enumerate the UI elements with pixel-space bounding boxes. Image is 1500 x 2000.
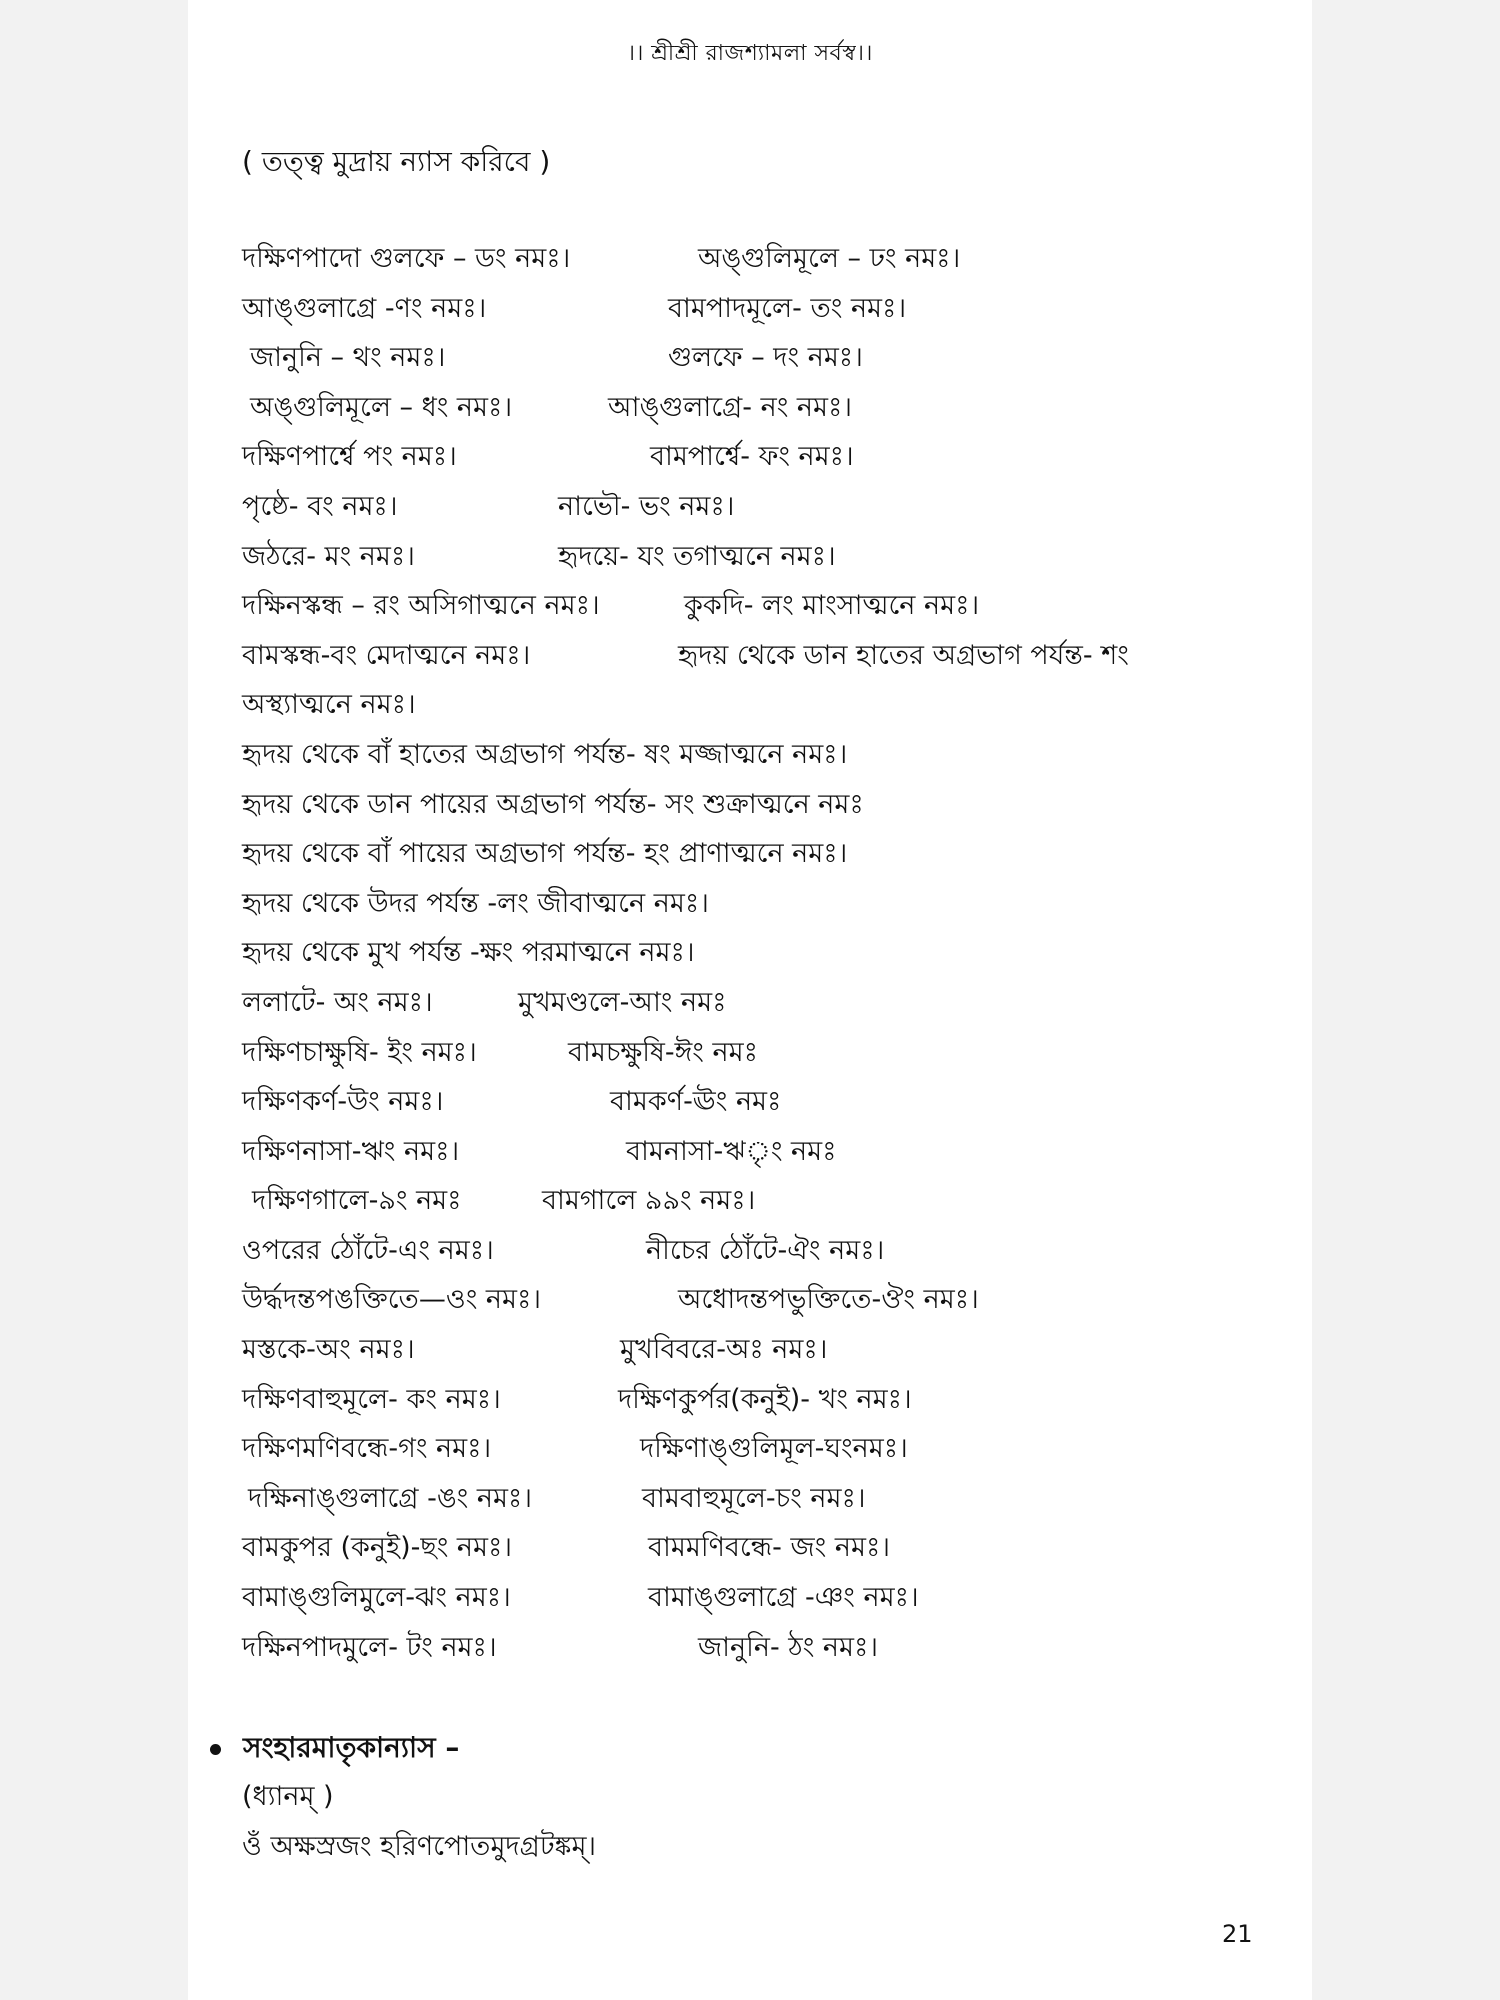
nyasa-line (242, 383, 1282, 433)
nyasa-line (242, 1028, 1282, 1078)
instruction-heading: ( তত্ত্ব মুদ্রায় ন্যাস করিবে ) (242, 145, 551, 178)
nyasa-line (242, 780, 1282, 830)
nyasa-right: হৃদয়ে- যং তগাত্মনে নমঃ। (558, 540, 836, 572)
nyasa-left: অস্থ্যাত্মনে নমঃ। (242, 689, 416, 721)
nyasa-line (242, 1375, 1282, 1425)
nyasa-right: বামবাহুমূলে-চং নমঃ। (642, 1482, 866, 1514)
nyasa-left: দক্ষিণবাহুমূলে- কং নমঃ। (242, 1383, 501, 1415)
nyasa-line (242, 879, 1282, 929)
nyasa-right: দক্ষিণাঙ্গুলিমূল-ঘংনমঃ। (640, 1433, 908, 1465)
nyasa-left: হৃদয় থেকে বাঁ হাতের অগ্রভাগ পর্যন্ত- ষং মজ্জাত্মনে নমঃ। (242, 738, 848, 770)
nyasa-left: দক্ষিণচাক্ষুষি- ইং নমঃ। (242, 1036, 477, 1068)
nyasa-left: জঠরে- মং নমঃ। (242, 540, 415, 572)
nyasa-line (242, 1573, 1282, 1623)
nyasa-left: হৃদয় থেকে মুখ পর্যন্ত -ক্ষং পরমাত্মনে নমঃ। (242, 937, 695, 969)
nyasa-right: বামগালে ৯৯ং নমঃ। (542, 1185, 756, 1217)
nyasa-right: বামাঙ্গুলাগ্রে -ঞং নমঃ। (648, 1582, 919, 1614)
nyasa-left: হৃদয় থেকে উদর পর্যন্ত -লং জীবাত্মনে নমঃ। (242, 887, 709, 919)
running-header: ।। শ্রীশ্রী রাজশ্যামলা সর্বস্ব।। (627, 41, 873, 66)
nyasa-line (242, 581, 1282, 631)
nyasa-left: দক্ষিণমণিবন্ধে-গং নমঃ। (242, 1433, 492, 1465)
nyasa-line (242, 482, 1282, 532)
nyasa-right: মুখবিবরে-অঃ নমঃ। (620, 1334, 828, 1366)
nyasa-line (242, 1523, 1282, 1573)
nyasa-left: বামাঙ্গুলিমুলে-ঝং নমঃ। (242, 1582, 511, 1614)
section-verse: ওঁ অক্ষস্রজং হরিণপোতমুদগ্রটঙ্কম্। (242, 1831, 597, 1862)
nyasa-line (242, 631, 1282, 681)
nyasa-left: বামকুপর (কনুই)-ছং নমঃ। (242, 1532, 513, 1564)
nyasa-left: দক্ষিণপার্শ্বে পং নমঃ। (242, 441, 457, 473)
nyasa-right: বামকর্ণ-ঊং নমঃ (610, 1086, 782, 1118)
nyasa-left: বামস্কন্ধ-বং মেদাত্মনে নমঃ। (242, 639, 531, 671)
nyasa-left: মস্তকে-অং নমঃ। (242, 1334, 415, 1366)
nyasa-left: উর্দ্ধদন্তপঙক্তিতে—ওং নমঃ। (242, 1284, 542, 1316)
nyasa-lines (242, 234, 1282, 1672)
nyasa-line (242, 532, 1282, 582)
nyasa-line (242, 1424, 1282, 1474)
nyasa-right: মুখমণ্ডলে-আং নমঃ (518, 986, 727, 1018)
nyasa-line (242, 978, 1282, 1028)
nyasa-line (242, 1623, 1282, 1673)
nyasa-left: দক্ষিনপাদমুলে- টং নমঃ। (242, 1631, 497, 1663)
document-page (188, 0, 1312, 2000)
nyasa-right: গুলফে – দং নমঃ। (668, 342, 863, 374)
nyasa-left: দক্ষিণগালে-৯ং নমঃ (252, 1185, 462, 1217)
nyasa-right: নাভৌ- ভং নমঃ। (558, 490, 735, 522)
nyasa-right: কুকদি- লং মাংসাত্মনে নমঃ। (684, 590, 980, 622)
nyasa-left: হৃদয় থেকে ডান পায়ের অগ্রভাগ পর্যন্ত- সং শুক্রাত্মনে নমঃ (242, 788, 864, 820)
nyasa-right: নীচের ঠোঁটে-ঐং নমঃ। (646, 1234, 885, 1266)
nyasa-right: বামচক্ষুষি-ঈং নমঃ (568, 1036, 758, 1068)
nyasa-line (242, 1275, 1282, 1325)
nyasa-left: দক্ষিণপাদো গুলফে – ডং নমঃ। (242, 243, 571, 274)
nyasa-right: অধোদন্তপভুক্তিতে-ঔং নমঃ। (678, 1284, 979, 1316)
nyasa-left: দক্ষিণকর্ণ-উং নমঃ। (242, 1086, 444, 1118)
nyasa-line (242, 1127, 1282, 1177)
bullet-icon (210, 1744, 221, 1755)
nyasa-line (242, 1474, 1282, 1524)
nyasa-right: বামমণিবন্ধে- জং নমঃ। (648, 1532, 890, 1564)
nyasa-right: জানুনি- ঠং নমঃ। (698, 1631, 879, 1663)
nyasa-right: আঙ্গুলাগ্রে- নং নমঃ। (608, 391, 853, 423)
nyasa-left: ওপরের ঠোঁটে-এং নমঃ। (242, 1234, 494, 1266)
nyasa-left: ললাটে- অং নমঃ। (242, 986, 433, 1018)
nyasa-line (242, 1176, 1282, 1226)
nyasa-line (242, 234, 1282, 284)
nyasa-line (242, 730, 1282, 780)
nyasa-right: হৃদয় থেকে ডান হাতের অগ্রভাগ পর্যন্ত- শং (678, 639, 1129, 671)
nyasa-right: বামপার্শ্বে- ফং নমঃ। (650, 441, 854, 473)
nyasa-right: বামপাদমূলে- তং নমঃ। (668, 292, 907, 324)
nyasa-line (242, 829, 1282, 879)
nyasa-line (242, 1226, 1282, 1276)
section-subtitle: (ধ্যানম্ ) (242, 1781, 334, 1812)
nyasa-right: বামনাসা-ঋৃং নমঃ (626, 1135, 837, 1167)
nyasa-left: জানুনি – থং নমঃ। (250, 342, 446, 374)
nyasa-line (242, 928, 1282, 978)
nyasa-line (242, 680, 1282, 730)
nyasa-line (242, 1325, 1282, 1375)
section-title: সংহারমাতৃকান্যাস – (243, 1731, 460, 1764)
nyasa-right: অঙ্গুলিমূলে – ঢং নমঃ। (698, 243, 961, 274)
nyasa-left: দক্ষিণনাসা-ঋং নমঃ। (242, 1135, 460, 1167)
nyasa-line (242, 333, 1282, 383)
page-number: 21 (1222, 1920, 1253, 1948)
nyasa-left: আঙ্গুলাগ্রে -ণং নমঃ। (242, 292, 487, 324)
nyasa-line (242, 1077, 1282, 1127)
nyasa-line (242, 432, 1282, 482)
nyasa-line (242, 284, 1282, 334)
nyasa-left: দক্ষিনাঙ্গুলাগ্রে -ঙং নমঃ। (248, 1482, 532, 1514)
nyasa-left: অঙ্গুলিমূলে – ধং নমঃ। (250, 391, 513, 423)
nyasa-left: পৃষ্ঠে- বং নমঃ। (242, 490, 398, 522)
nyasa-left: দক্ষিনস্কন্ধ – রং অসিগাত্মনে নমঃ। (242, 590, 600, 622)
nyasa-left: হৃদয় থেকে বাঁ পায়ের অগ্রভাগ পর্যন্ত- হং প্রাণাত্মনে নমঃ। (242, 838, 848, 870)
nyasa-right: দক্ষিণকুর্পর(কনুই)- খং নমঃ। (618, 1383, 912, 1415)
